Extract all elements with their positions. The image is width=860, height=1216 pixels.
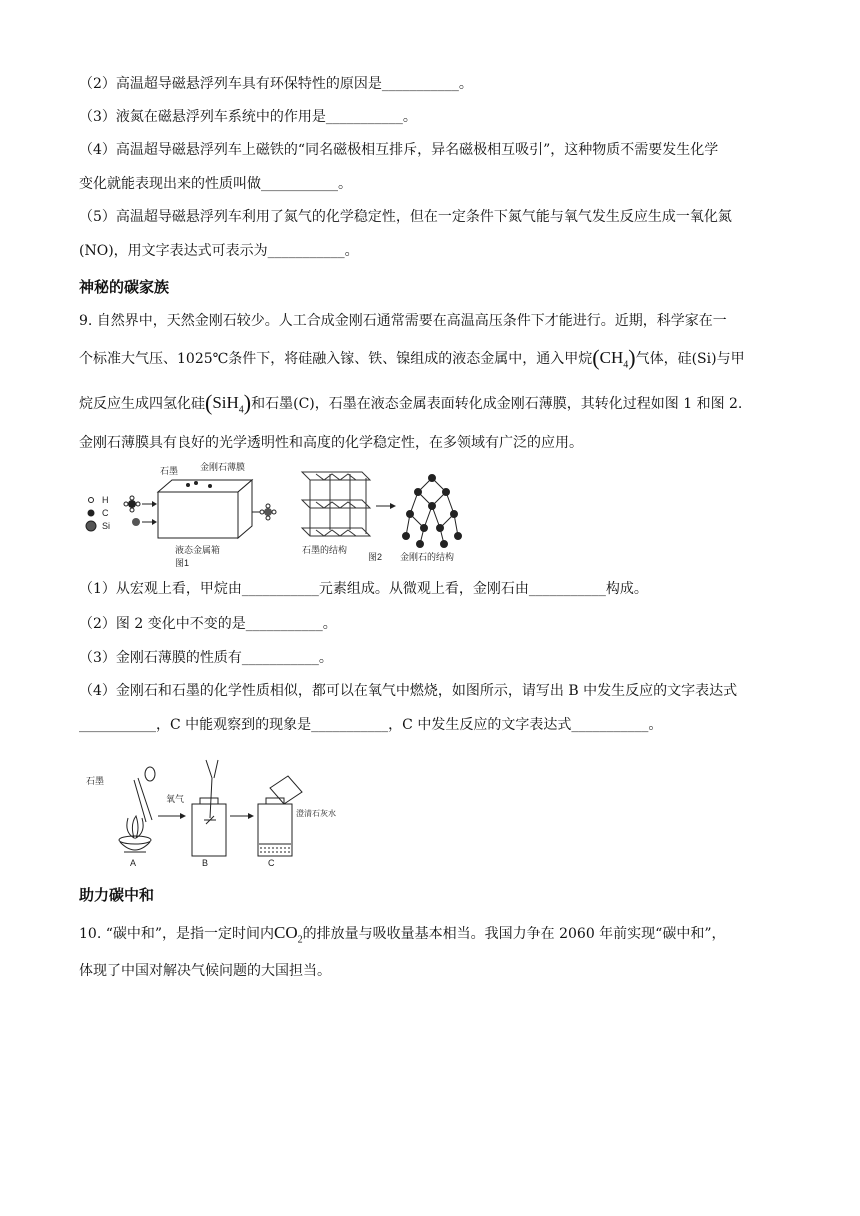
q9-intro-line2-text-a: 个标准大气压、1025℃条件下，将硅融入镓、铁、镍组成的液态金属中，通入甲烷 <box>79 351 593 367</box>
fig1-label-diamond-film: 金刚石薄膜 <box>200 462 246 472</box>
fig3-label-oxygen: 氧气 <box>166 794 185 804</box>
q8-part4-line2: 变化就能表现出来的性质叫做___________。 <box>79 176 352 192</box>
fig3-label-c: C <box>268 858 275 868</box>
formula-co2-sub: 2 <box>297 934 303 946</box>
legend-h-label: H <box>102 495 109 505</box>
q10-line2: 体现了中国对解决气候问题的大国担当。 <box>79 963 331 979</box>
q9-sub4-line2: ___________，C 中能观察到的现象是___________，C 中发生反应的文字表达式___________。 <box>79 717 663 733</box>
formula-sih4-base: SiH <box>212 393 239 412</box>
q9-intro-line4: 金刚石薄膜具有良好的光学透明性和高度的化学稳定性，在多领域有广泛的应用。 <box>79 435 583 451</box>
q8-part4-line1: （4）高温超导磁悬浮列车上磁铁的“同名磁极相互排斥，异名磁极相互吸引”，这种物质不需要发生化学 <box>79 142 719 158</box>
q9-sub3: （3）金刚石薄膜的性质有___________。 <box>79 650 333 666</box>
paren-close: ) <box>628 345 636 370</box>
q9-intro-line1: 9. 自然界中，天然金刚石较少。人工合成金刚石通常需要在高温高压条件下才能进行。近期，科学家在一 <box>79 313 727 329</box>
fig1-caption: 图1 <box>175 558 190 568</box>
q9-intro-line2-text-b: 气体，硅(Si)与甲 <box>635 351 745 367</box>
q9-sub1: （1）从宏观上看，甲烷由___________元素组成。从微观上看，金刚石由___________构成。 <box>79 581 648 597</box>
fig1-label-graphite: 石墨 <box>160 466 179 476</box>
formula-sih4 <box>212 393 244 416</box>
figure-1-2-diamond-synthesis <box>80 460 510 570</box>
fig2-caption: 图2 <box>368 552 383 562</box>
graphite-structure <box>302 472 370 536</box>
arrow-icon <box>248 813 254 819</box>
formula-ch4 <box>599 348 629 371</box>
formula-co2 <box>274 923 303 946</box>
legend-si-label: Si <box>102 521 111 531</box>
q8-part5-line2: (NO)，用文字表达式可表示为___________。 <box>79 243 359 259</box>
formula-co2-base: CO <box>274 923 298 942</box>
q9-intro-line2 <box>79 345 745 375</box>
silane-molecule-right <box>260 504 276 520</box>
fig1-label-liquid-metal: 液态金属箱 <box>175 545 221 555</box>
arrow-icon <box>390 503 396 509</box>
q10-line1-text-b: 的排放量与吸收量基本相当。我国力争在 2060 年前实现“碳中和”， <box>302 926 726 942</box>
legend-h-symbol <box>89 498 94 503</box>
paren-close: ) <box>243 390 252 415</box>
arrow-icon <box>180 813 186 819</box>
q8-part2: （2）高温超导磁悬浮列车具有环保特性的原因是___________。 <box>79 76 473 92</box>
q8-part3: （3）液氮在磁悬浮列车系统中的作用是___________。 <box>79 109 417 125</box>
fig3-label-graphite: 石墨 <box>86 776 105 786</box>
apparatus-a-alcohol-lamp <box>119 767 155 852</box>
q9-intro-line3-text-b: 和石墨(C)，石墨在液态金属表面转化成金刚石薄膜，其转化过程如图 1 和图 2. <box>251 396 743 412</box>
q8-part5-line1: （5）高温超导磁悬浮列车利用了氮气的化学稳定性，但在一定条件下氮气能与氧气发生反应生成一氧化氮 <box>79 209 732 225</box>
legend-si-symbol <box>86 521 96 531</box>
fig2-label-diamond-structure: 金刚石的结构 <box>400 552 455 562</box>
section-heading-carbon-neutrality: 助力碳中和 <box>79 886 155 904</box>
methane-molecule-left <box>124 496 140 512</box>
paren-open: ( <box>592 345 600 370</box>
formula-ch4-sub: 4 <box>623 359 629 371</box>
fig3-label-b: B <box>202 858 209 868</box>
q9-sub4-line1: （4）金刚石和石墨的化学性质相似，都可以在氧气中燃烧，如图所示，请写出 B 中发生反应的文字表达式 <box>79 683 738 699</box>
diamond-structure <box>403 475 462 548</box>
formula-sih4-sub: 4 <box>238 404 244 416</box>
formula-ch4-base: CH <box>599 348 624 367</box>
q10-line1 <box>79 923 726 950</box>
figure-combustion-apparatus <box>80 758 370 868</box>
q10-line1-text-a: 10. “碳中和”，是指一定时间内 <box>79 926 275 942</box>
q9-intro-line3 <box>79 390 743 420</box>
q9-sub2: （2）图 2 变化中不变的是___________。 <box>79 616 337 632</box>
legend-c-label: C <box>102 508 109 518</box>
legend-c-symbol <box>88 510 95 517</box>
fig3-label-limewater: 澄清石灰水 <box>296 809 336 818</box>
paren-open: ( <box>205 390 213 415</box>
fig3-label-a: A <box>130 858 137 868</box>
q9-intro-line3-text-a: 烷反应生成四氢化硅 <box>79 396 205 412</box>
fig2-label-graphite-structure: 石墨的结构 <box>302 545 348 555</box>
section-heading-carbon-family: 神秘的碳家族 <box>79 278 170 296</box>
apparatus-b-oxygen-bottle <box>192 760 226 856</box>
liquid-metal-box <box>158 480 252 538</box>
